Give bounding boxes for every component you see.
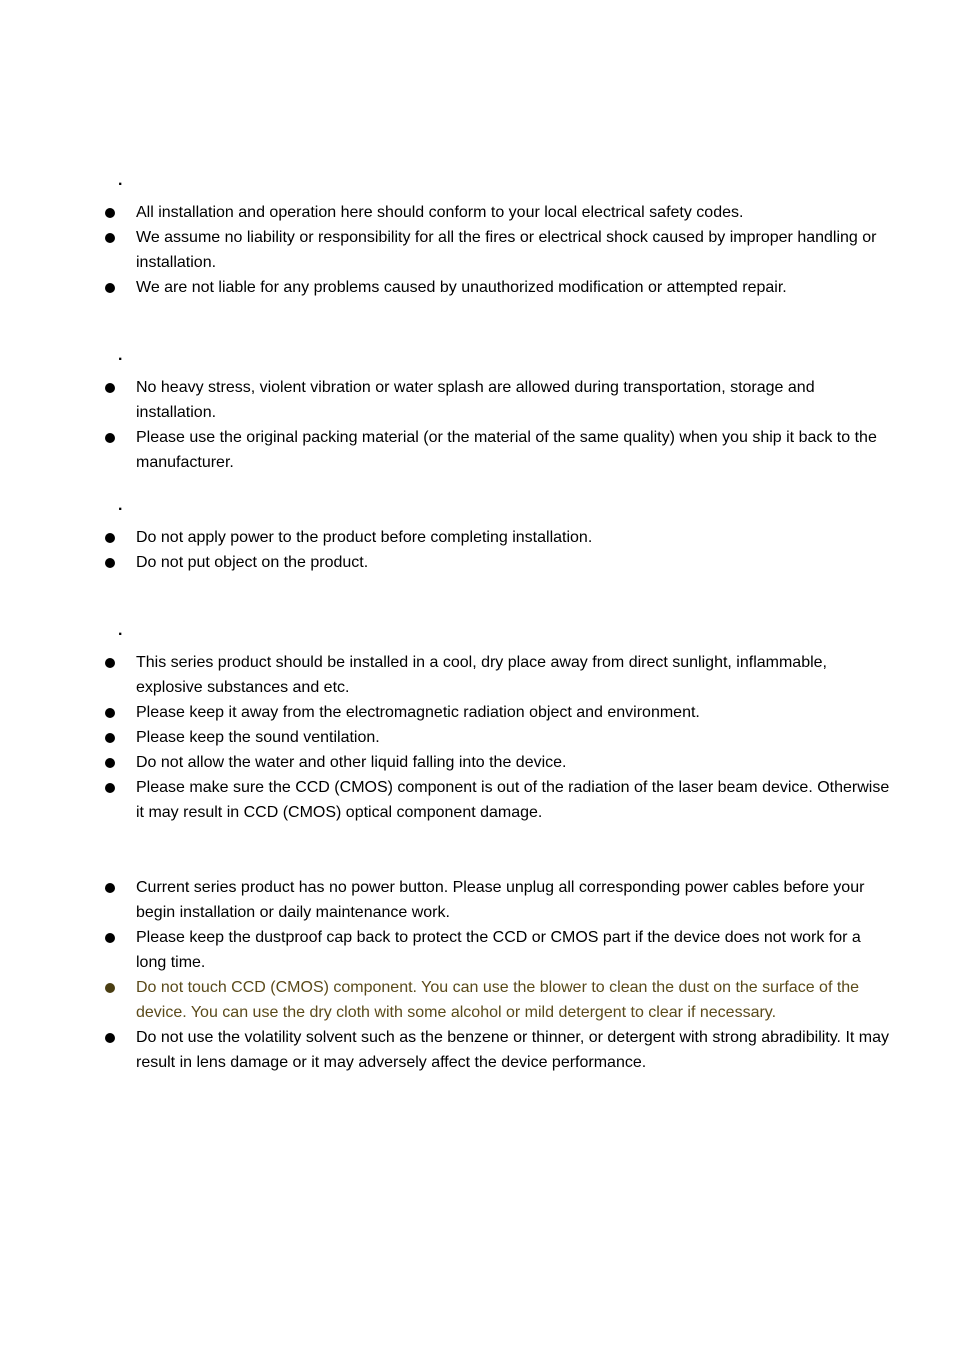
- bullet-icon: [105, 208, 115, 218]
- bullet-icon: [105, 558, 115, 568]
- bullet-icon: [105, 733, 115, 743]
- list-item-highlighted: [100, 975, 890, 1025]
- section-3-list: [100, 525, 890, 575]
- list-item: [100, 875, 890, 925]
- bullet-icon: [105, 783, 115, 793]
- list-item: [100, 200, 890, 225]
- bullet-icon: [105, 933, 115, 943]
- list-item-text: We assume no liability or responsibility for all the fires or electrical shock caused by improper handling or installation.: [136, 229, 877, 271]
- section-1-marker: .: [118, 172, 123, 189]
- list-item: [100, 725, 890, 750]
- list-item-text: Do not apply power to the product before completing installation.: [136, 529, 593, 546]
- list-item: [100, 700, 890, 725]
- list-item-text: Please keep it away from the electromagnetic radiation object and environment.: [136, 704, 700, 721]
- section-2-list: [100, 375, 890, 475]
- list-item-text: Do not touch CCD (CMOS) component. You can use the blower to clean the dust on the surface of the device. You can use the dry cloth with some alcohol or mild detergent to clear if necessary.: [136, 979, 860, 1021]
- list-item-text: Please keep the sound ventilation.: [136, 729, 380, 746]
- list-item: [100, 525, 890, 550]
- list-item-text: Do not put object on the product.: [136, 554, 369, 571]
- bullet-icon: [105, 433, 115, 443]
- list-item: [100, 225, 890, 275]
- list-item: [100, 650, 890, 700]
- list-item-text: Please use the original packing material (or the material of the same quality) when you ship it back to the manufacturer.: [136, 429, 877, 471]
- section-4-marker: .: [118, 622, 123, 639]
- section-1-list: [100, 200, 890, 300]
- bullet-icon: [105, 983, 115, 993]
- list-item: [100, 425, 890, 475]
- list-item-text: Please make sure the CCD (CMOS) component is out of the radiation of the laser beam device. Otherwise it may result in CCD (CMOS) optical component damage.: [136, 779, 890, 821]
- bullet-icon: [105, 708, 115, 718]
- bullet-icon: [105, 758, 115, 768]
- bullet-icon: [105, 283, 115, 293]
- list-item-text: Please keep the dustproof cap back to protect the CCD or CMOS part if the device does not work for a long time.: [136, 929, 861, 971]
- bullet-icon: [105, 533, 115, 543]
- section-2-marker: .: [118, 347, 123, 364]
- list-item-text: No heavy stress, violent vibration or water splash are allowed during transportation, storage and installation.: [136, 379, 815, 421]
- list-item-text: Current series product has no power button. Please unplug all corresponding power cables before your begin installation or daily maintenance work.: [136, 879, 865, 921]
- list-item-text: Do not allow the water and other liquid falling into the device.: [136, 754, 567, 771]
- list-item: [100, 1025, 890, 1075]
- list-item: [100, 775, 890, 825]
- section-5-list: [100, 875, 890, 1075]
- list-item: [100, 550, 890, 575]
- list-item: [100, 375, 890, 425]
- list-item: [100, 925, 890, 975]
- section-4-list: [100, 650, 890, 825]
- bullet-icon: [105, 383, 115, 393]
- bullet-icon: [105, 658, 115, 668]
- list-item-text: All installation and operation here should conform to your local electrical safety codes.: [136, 204, 744, 221]
- list-item: [100, 275, 890, 300]
- section-3-marker: .: [118, 497, 123, 514]
- bullet-icon: [105, 1033, 115, 1043]
- list-item-text: This series product should be installed in a cool, dry place away from direct sunlight, inflammable, explosive substances and etc.: [136, 654, 827, 696]
- bullet-icon: [105, 883, 115, 893]
- list-item: [100, 750, 890, 775]
- list-item-text: We are not liable for any problems caused by unauthorized modification or attempted repair.: [136, 279, 787, 296]
- bullet-icon: [105, 233, 115, 243]
- list-item-text: Do not use the volatility solvent such as the benzene or thinner, or detergent with strong abradibility. It may result in lens damage or it may adversely affect the device performance.: [136, 1029, 890, 1071]
